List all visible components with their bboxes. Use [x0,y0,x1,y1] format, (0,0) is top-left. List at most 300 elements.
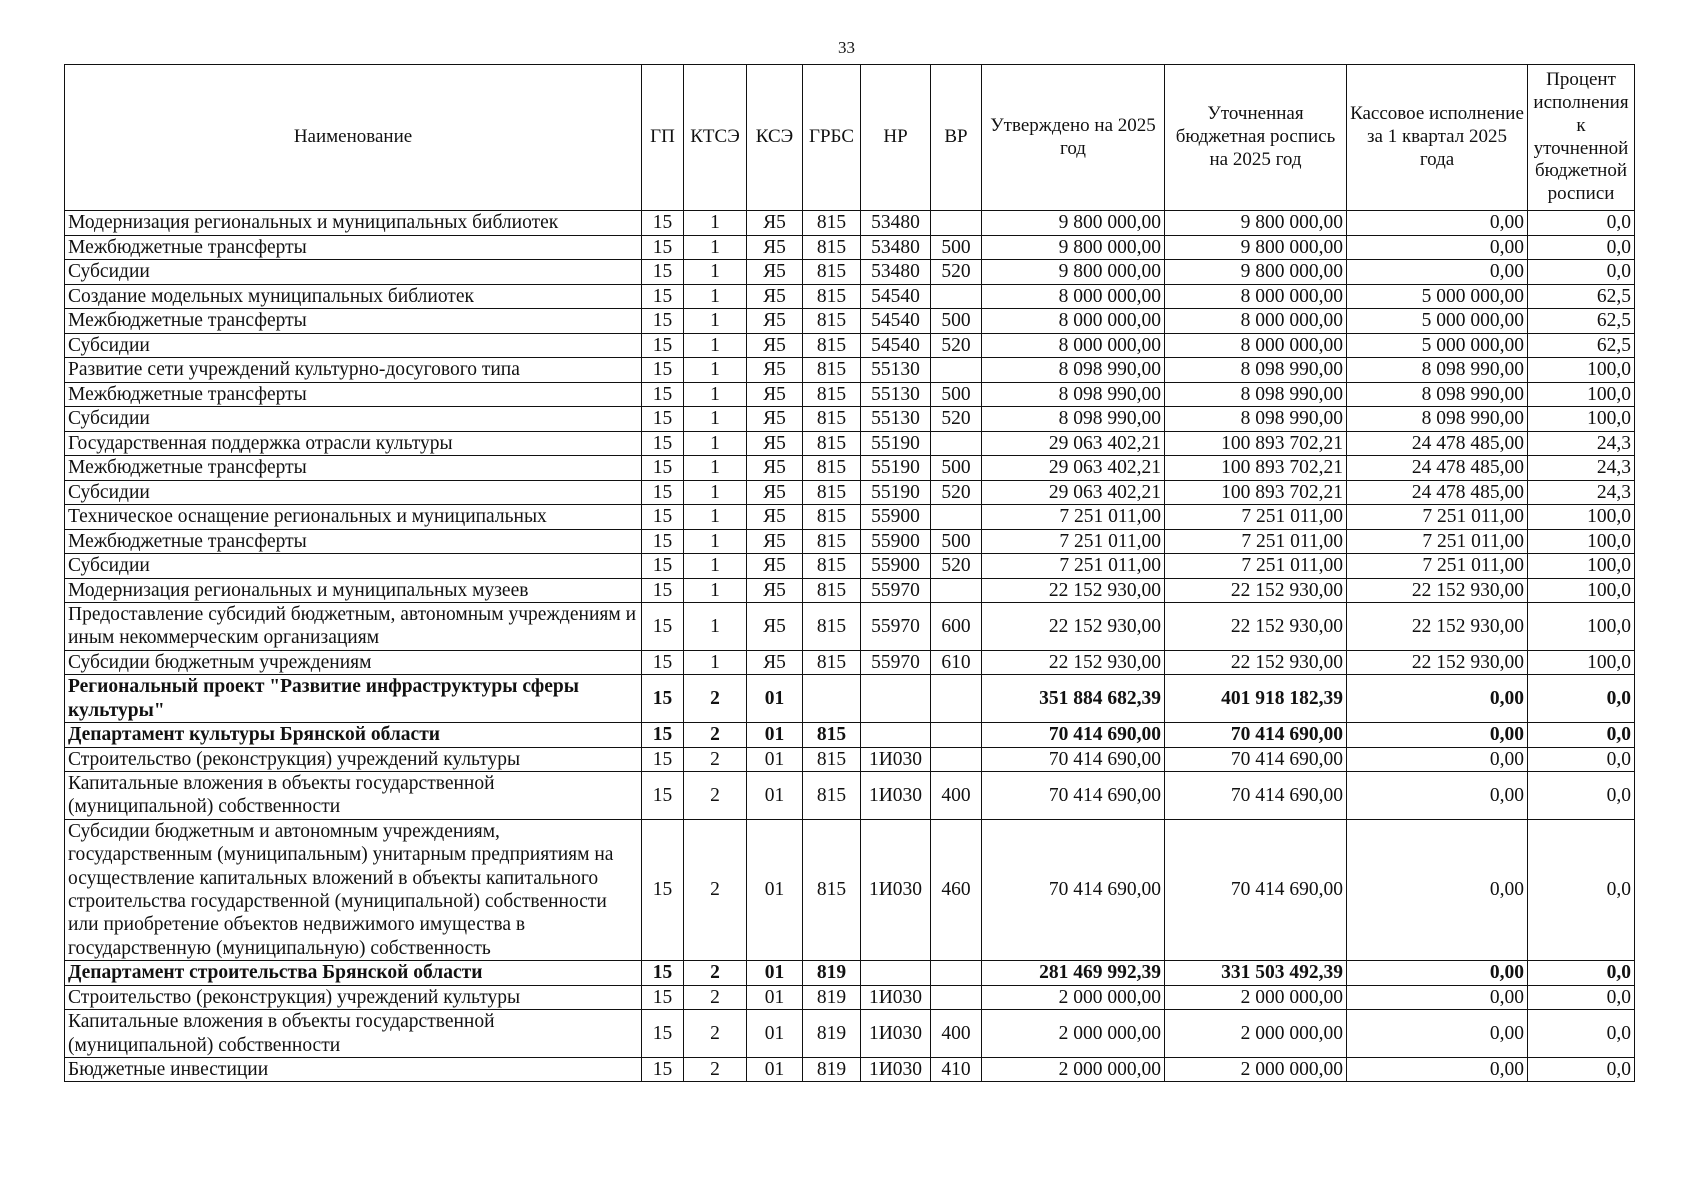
cell-approved: 7 251 011,00 [982,554,1165,579]
table-row [65,382,1635,407]
cell-name: Субсидии бюджетным учреждениям [65,650,642,675]
header-vr: ВР [931,65,982,211]
cell-nr [861,675,931,723]
cell-kse: 01 [747,1010,803,1058]
cell-kse: Я5 [747,480,803,505]
cell-refined: 70 414 690,00 [1165,747,1347,772]
cell-refined: 2 000 000,00 [1165,1010,1347,1058]
cell-percent: 100,0 [1528,650,1635,675]
cell-grbs: 815 [803,431,861,456]
cell-nr: 1И030 [861,985,931,1010]
cell-gp: 15 [642,819,684,960]
table-row [65,333,1635,358]
cell-kse: Я5 [747,554,803,579]
cell-gp: 15 [642,407,684,432]
cell-vr [931,961,982,986]
cell-kse: 01 [747,772,803,820]
cell-nr: 55190 [861,456,931,481]
cell-name: Строительство (реконструкция) учреждений культуры [65,985,642,1010]
cell-kse: Я5 [747,211,803,236]
cell-refined: 100 893 702,21 [1165,431,1347,456]
cell-approved: 7 251 011,00 [982,505,1165,530]
cell-ktse: 2 [684,1057,747,1082]
cell-approved: 70 414 690,00 [982,747,1165,772]
cell-nr: 1И030 [861,1057,931,1082]
cell-nr: 54540 [861,284,931,309]
cell-ktse: 2 [684,723,747,748]
table-row [65,407,1635,432]
cell-grbs: 815 [803,819,861,960]
cell-ktse: 1 [684,650,747,675]
header-cash: Кассовое исполнение за 1 квартал 2025 года [1347,65,1528,211]
cell-percent: 0,0 [1528,961,1635,986]
cell-refined: 22 152 930,00 [1165,650,1347,675]
cell-ktse: 2 [684,747,747,772]
cell-ktse: 1 [684,407,747,432]
header-approved: Утверждено на 2025 год [982,65,1165,211]
cell-name: Субсидии [65,260,642,285]
cell-cash: 0,00 [1347,961,1528,986]
cell-grbs: 815 [803,235,861,260]
cell-cash: 0,00 [1347,235,1528,260]
cell-cash: 7 251 011,00 [1347,554,1528,579]
cell-approved: 9 800 000,00 [982,211,1165,236]
cell-gp: 15 [642,1010,684,1058]
cell-ktse: 2 [684,772,747,820]
cell-gp: 15 [642,480,684,505]
cell-nr: 55190 [861,431,931,456]
table-row [65,235,1635,260]
table-row [65,1010,1635,1058]
cell-kse: Я5 [747,407,803,432]
header-percent: Процент исполнения к уточненной бюджетной росписи [1528,65,1635,211]
cell-grbs: 819 [803,1057,861,1082]
cell-ktse: 2 [684,961,747,986]
cell-grbs: 815 [803,554,861,579]
cell-approved: 8 098 990,00 [982,358,1165,383]
cell-cash: 7 251 011,00 [1347,529,1528,554]
cell-nr: 54540 [861,309,931,334]
cell-gp: 15 [642,456,684,481]
cell-kse: Я5 [747,431,803,456]
table-row [65,554,1635,579]
cell-ktse: 1 [684,333,747,358]
cell-grbs [803,675,861,723]
cell-gp: 15 [642,382,684,407]
cell-cash: 7 251 011,00 [1347,505,1528,530]
cell-cash: 24 478 485,00 [1347,431,1528,456]
cell-approved: 8 000 000,00 [982,309,1165,334]
cell-ktse: 1 [684,309,747,334]
cell-ktse: 2 [684,1010,747,1058]
cell-ktse: 1 [684,480,747,505]
cell-percent: 0,0 [1528,675,1635,723]
cell-refined: 9 800 000,00 [1165,211,1347,236]
cell-ktse: 1 [684,260,747,285]
table-row [65,1057,1635,1082]
cell-gp: 15 [642,284,684,309]
cell-vr [931,505,982,530]
cell-gp: 15 [642,723,684,748]
cell-kse: Я5 [747,456,803,481]
cell-cash: 5 000 000,00 [1347,333,1528,358]
cell-name: Департамент строительства Брянской области [65,961,642,986]
cell-gp: 15 [642,772,684,820]
cell-nr: 55970 [861,578,931,603]
cell-name: Межбюджетные трансферты [65,382,642,407]
cell-gp: 15 [642,529,684,554]
cell-gp: 15 [642,505,684,530]
cell-nr: 55130 [861,407,931,432]
cell-kse: 01 [747,723,803,748]
cell-vr: 500 [931,382,982,407]
cell-percent: 100,0 [1528,407,1635,432]
cell-percent: 100,0 [1528,603,1635,651]
cell-kse: 01 [747,675,803,723]
cell-refined: 8 000 000,00 [1165,284,1347,309]
cell-vr: 520 [931,333,982,358]
cell-percent: 0,0 [1528,1010,1635,1058]
header-ktse: КТСЭ [684,65,747,211]
cell-kse: Я5 [747,358,803,383]
cell-grbs: 819 [803,985,861,1010]
cell-refined: 8 098 990,00 [1165,382,1347,407]
cell-percent: 100,0 [1528,529,1635,554]
cell-kse: Я5 [747,505,803,530]
cell-name: Развитие сети учреждений культурно-досугового типа [65,358,642,383]
cell-percent: 100,0 [1528,554,1635,579]
cell-grbs: 815 [803,578,861,603]
cell-name: Межбюджетные трансферты [65,529,642,554]
cell-refined: 2 000 000,00 [1165,1057,1347,1082]
cell-vr [931,747,982,772]
cell-name: Межбюджетные трансферты [65,456,642,481]
cell-name: Предоставление субсидий бюджетным, автономным учреждениям и иным некоммерческим организациям [65,603,642,651]
cell-refined: 100 893 702,21 [1165,480,1347,505]
cell-refined: 22 152 930,00 [1165,578,1347,603]
table-row [65,747,1635,772]
cell-cash: 8 098 990,00 [1347,382,1528,407]
table-row [65,603,1635,651]
table-row [65,723,1635,748]
cell-percent: 0,0 [1528,772,1635,820]
cell-vr [931,284,982,309]
cell-percent: 62,5 [1528,309,1635,334]
cell-percent: 100,0 [1528,578,1635,603]
header-row [65,65,1635,211]
cell-kse: 01 [747,985,803,1010]
cell-vr [931,985,982,1010]
cell-vr [931,723,982,748]
cell-cash: 8 098 990,00 [1347,358,1528,383]
cell-grbs: 815 [803,333,861,358]
cell-approved: 70 414 690,00 [982,723,1165,748]
cell-approved: 70 414 690,00 [982,819,1165,960]
cell-gp: 15 [642,675,684,723]
table-row [65,578,1635,603]
cell-grbs: 815 [803,456,861,481]
table-row [65,309,1635,334]
cell-percent: 0,0 [1528,819,1635,960]
cell-refined: 7 251 011,00 [1165,529,1347,554]
cell-refined: 70 414 690,00 [1165,819,1347,960]
cell-cash: 24 478 485,00 [1347,480,1528,505]
cell-cash: 0,00 [1347,772,1528,820]
cell-ktse: 1 [684,382,747,407]
cell-name: Региональный проект "Развитие инфраструктуры сферы культуры" [65,675,642,723]
cell-name: Бюджетные инвестиции [65,1057,642,1082]
cell-gp: 15 [642,358,684,383]
cell-name: Межбюджетные трансферты [65,309,642,334]
cell-nr: 53480 [861,260,931,285]
table-row [65,772,1635,820]
cell-percent: 0,0 [1528,723,1635,748]
cell-nr: 55970 [861,650,931,675]
cell-cash: 0,00 [1347,1010,1528,1058]
cell-ktse: 1 [684,235,747,260]
cell-cash: 0,00 [1347,747,1528,772]
cell-percent: 0,0 [1528,211,1635,236]
cell-percent: 62,5 [1528,333,1635,358]
cell-cash: 5 000 000,00 [1347,284,1528,309]
cell-kse: Я5 [747,650,803,675]
cell-approved: 9 800 000,00 [982,235,1165,260]
cell-percent: 0,0 [1528,747,1635,772]
cell-gp: 15 [642,603,684,651]
cell-cash: 0,00 [1347,985,1528,1010]
header-gp: ГП [642,65,684,211]
cell-vr [931,578,982,603]
cell-refined: 9 800 000,00 [1165,235,1347,260]
cell-name: Субсидии [65,480,642,505]
cell-name: Субсидии [65,407,642,432]
cell-percent: 100,0 [1528,505,1635,530]
cell-name: Создание модельных муниципальных библиотек [65,284,642,309]
cell-grbs: 815 [803,505,861,530]
cell-grbs: 815 [803,772,861,820]
cell-name: Государственная поддержка отрасли культуры [65,431,642,456]
cell-gp: 15 [642,961,684,986]
cell-grbs: 815 [803,407,861,432]
cell-vr: 520 [931,554,982,579]
cell-kse: Я5 [747,309,803,334]
cell-vr: 500 [931,456,982,481]
cell-vr: 610 [931,650,982,675]
cell-approved: 22 152 930,00 [982,603,1165,651]
cell-approved: 29 063 402,21 [982,431,1165,456]
cell-grbs: 815 [803,211,861,236]
cell-gp: 15 [642,309,684,334]
cell-name: Субсидии [65,333,642,358]
cell-name: Межбюджетные трансферты [65,235,642,260]
cell-approved: 281 469 992,39 [982,961,1165,986]
cell-gp: 15 [642,211,684,236]
cell-vr [931,431,982,456]
cell-name: Модернизация региональных и муниципальных музеев [65,578,642,603]
cell-percent: 100,0 [1528,382,1635,407]
cell-kse: 01 [747,819,803,960]
cell-grbs: 815 [803,650,861,675]
cell-ktse: 1 [684,211,747,236]
cell-gp: 15 [642,1057,684,1082]
cell-gp: 15 [642,431,684,456]
page-number: 33 [838,38,855,57]
cell-name: Строительство (реконструкция) учреждений культуры [65,747,642,772]
cell-vr: 520 [931,480,982,505]
cell-gp: 15 [642,985,684,1010]
cell-nr: 53480 [861,235,931,260]
cell-approved: 8 098 990,00 [982,382,1165,407]
cell-approved: 70 414 690,00 [982,772,1165,820]
cell-approved: 351 884 682,39 [982,675,1165,723]
cell-percent: 100,0 [1528,358,1635,383]
cell-refined: 8 000 000,00 [1165,309,1347,334]
table-row [65,358,1635,383]
cell-approved: 2 000 000,00 [982,985,1165,1010]
cell-grbs: 819 [803,961,861,986]
table-row [65,505,1635,530]
table-row [65,456,1635,481]
cell-name: Департамент культуры Брянской области [65,723,642,748]
cell-grbs: 815 [803,529,861,554]
cell-refined: 7 251 011,00 [1165,505,1347,530]
cell-percent: 62,5 [1528,284,1635,309]
cell-vr [931,211,982,236]
cell-name: Капитальные вложения в объекты государственной (муниципальной) собственности [65,772,642,820]
table-row [65,211,1635,236]
cell-percent: 0,0 [1528,985,1635,1010]
cell-approved: 29 063 402,21 [982,480,1165,505]
cell-vr: 500 [931,235,982,260]
cell-refined: 22 152 930,00 [1165,603,1347,651]
table-row [65,260,1635,285]
table-row [65,480,1635,505]
cell-kse: Я5 [747,382,803,407]
table-row [65,819,1635,960]
cell-ktse: 1 [684,456,747,481]
header-name: Наименование [65,65,642,211]
cell-name: Капитальные вложения в объекты государственной (муниципальной) собственности [65,1010,642,1058]
cell-vr [931,358,982,383]
cell-gp: 15 [642,235,684,260]
cell-gp: 15 [642,260,684,285]
cell-nr: 55900 [861,554,931,579]
cell-cash: 0,00 [1347,211,1528,236]
table-row [65,985,1635,1010]
cell-gp: 15 [642,747,684,772]
cell-percent: 24,3 [1528,480,1635,505]
cell-cash: 22 152 930,00 [1347,603,1528,651]
cell-grbs: 815 [803,358,861,383]
cell-percent: 0,0 [1528,235,1635,260]
cell-gp: 15 [642,554,684,579]
cell-gp: 15 [642,578,684,603]
cell-ktse: 1 [684,505,747,530]
cell-nr [861,961,931,986]
cell-nr: 55130 [861,358,931,383]
header-kse: КСЭ [747,65,803,211]
header-grbs: ГРБС [803,65,861,211]
cell-cash: 0,00 [1347,723,1528,748]
cell-percent: 0,0 [1528,260,1635,285]
cell-approved: 2 000 000,00 [982,1010,1165,1058]
cell-nr: 55190 [861,480,931,505]
cell-grbs: 815 [803,723,861,748]
cell-approved: 29 063 402,21 [982,456,1165,481]
cell-grbs: 815 [803,309,861,334]
cell-approved: 8 098 990,00 [982,407,1165,432]
cell-percent: 24,3 [1528,456,1635,481]
cell-kse: Я5 [747,603,803,651]
cell-refined: 401 918 182,39 [1165,675,1347,723]
cell-approved: 2 000 000,00 [982,1057,1165,1082]
cell-approved: 22 152 930,00 [982,650,1165,675]
cell-nr: 55900 [861,505,931,530]
cell-nr: 55130 [861,382,931,407]
cell-cash: 8 098 990,00 [1347,407,1528,432]
cell-nr: 55970 [861,603,931,651]
cell-refined: 7 251 011,00 [1165,554,1347,579]
cell-refined: 331 503 492,39 [1165,961,1347,986]
cell-ktse: 1 [684,578,747,603]
cell-refined: 2 000 000,00 [1165,985,1347,1010]
cell-grbs: 815 [803,747,861,772]
cell-nr: 54540 [861,333,931,358]
table-row [65,431,1635,456]
header-refined: Уточненная бюджетная роспись на 2025 год [1165,65,1347,211]
cell-refined: 100 893 702,21 [1165,456,1347,481]
cell-refined: 8 000 000,00 [1165,333,1347,358]
cell-nr: 55900 [861,529,931,554]
table-row [65,529,1635,554]
cell-vr: 400 [931,772,982,820]
table-row [65,284,1635,309]
budget-table [64,64,1635,1082]
cell-percent: 24,3 [1528,431,1635,456]
cell-kse: 01 [747,1057,803,1082]
cell-approved: 9 800 000,00 [982,260,1165,285]
cell-vr: 460 [931,819,982,960]
cell-vr: 500 [931,529,982,554]
cell-ktse: 1 [684,529,747,554]
cell-cash: 24 478 485,00 [1347,456,1528,481]
cell-ktse: 2 [684,985,747,1010]
cell-name: Модернизация региональных и муниципальных библиотек [65,211,642,236]
cell-kse: 01 [747,747,803,772]
cell-refined: 8 098 990,00 [1165,407,1347,432]
cell-name: Техническое оснащение региональных и муниципальных [65,505,642,530]
cell-vr: 520 [931,260,982,285]
cell-ktse: 2 [684,819,747,960]
cell-nr: 1И030 [861,747,931,772]
cell-gp: 15 [642,333,684,358]
cell-vr: 500 [931,309,982,334]
cell-ktse: 1 [684,554,747,579]
cell-gp: 15 [642,650,684,675]
cell-vr: 600 [931,603,982,651]
cell-cash: 22 152 930,00 [1347,650,1528,675]
cell-ktse: 1 [684,358,747,383]
cell-percent: 0,0 [1528,1057,1635,1082]
table-row [65,961,1635,986]
cell-name: Субсидии [65,554,642,579]
cell-nr: 1И030 [861,1010,931,1058]
cell-refined: 9 800 000,00 [1165,260,1347,285]
cell-cash: 0,00 [1347,819,1528,960]
cell-refined: 70 414 690,00 [1165,772,1347,820]
cell-cash: 0,00 [1347,260,1528,285]
cell-grbs: 819 [803,1010,861,1058]
